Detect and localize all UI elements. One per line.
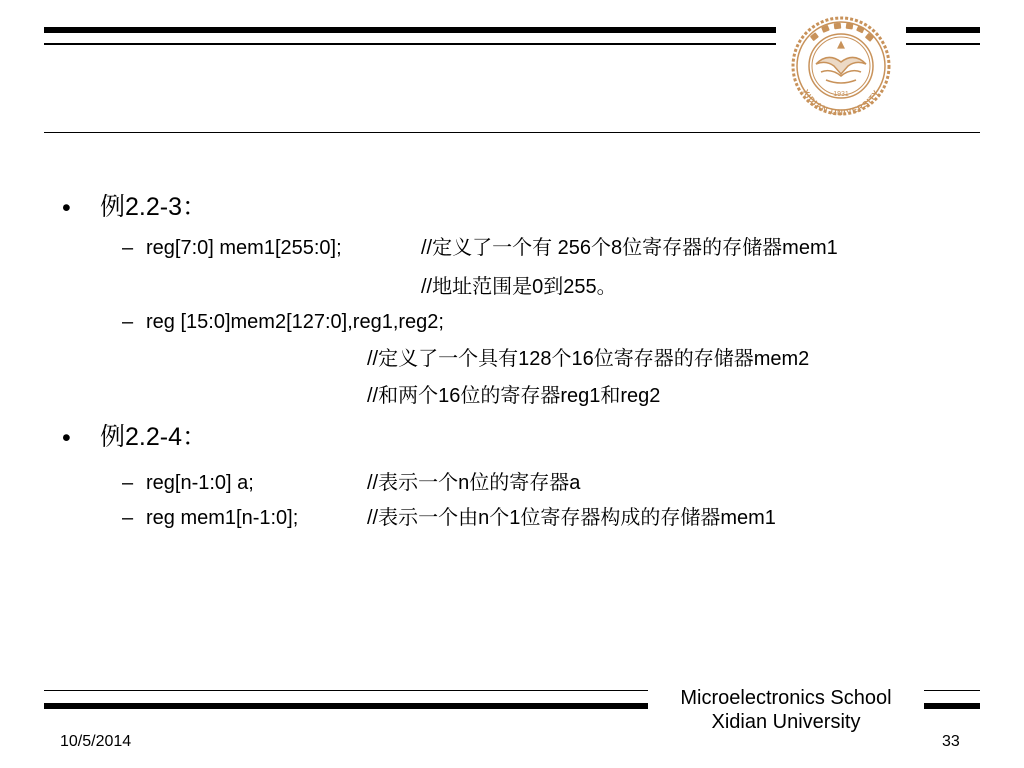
bullet: • xyxy=(62,424,71,452)
seal-year: 1931 xyxy=(833,91,849,98)
footer-school xyxy=(656,686,916,734)
dash: – xyxy=(122,472,134,494)
footer-school-line2: Xidian University xyxy=(711,711,861,733)
code-comment: //表示一个由n个1位寄存器构成的存储器mem1 xyxy=(367,507,776,529)
dash: – xyxy=(122,311,134,333)
bullet: • xyxy=(62,194,71,222)
code-comment: //地址范围是0到255。 xyxy=(421,276,617,298)
seal-name-en: XIDIAN UNIVERSITY xyxy=(800,87,882,118)
footer-rule-thin-right xyxy=(924,690,980,691)
page-number: 33 xyxy=(942,733,960,750)
footer-rule-thick-right xyxy=(924,703,980,709)
code-comment: //定义了一个具有128个16位寄存器的存储器mem2 xyxy=(367,348,810,370)
dash: – xyxy=(122,507,134,529)
footer-school-line1: Microelectronics School xyxy=(680,687,892,709)
code-comment: //和两个16位的寄存器reg1和reg2 xyxy=(367,385,661,407)
code-line: reg[7:0] mem1[255:0]; xyxy=(146,237,342,259)
code-comment: //定义了一个有 256个8位寄存器的存储器mem1 xyxy=(421,237,838,259)
footer-date: 10/5/2014 xyxy=(60,733,132,750)
footer-rule-thick-left xyxy=(44,703,648,709)
footer-rule-thin-left xyxy=(44,690,648,691)
code-line: reg [15:0]mem2[127:0],reg1,reg2; xyxy=(146,311,444,333)
code-line: reg mem1[n-1:0]; xyxy=(146,507,299,529)
dash: – xyxy=(122,237,134,259)
example-title: 例2.2-3： xyxy=(100,193,207,221)
code-comment: //表示一个n位的寄存器a xyxy=(367,472,581,494)
code-line: reg[n-1:0] a; xyxy=(146,472,254,494)
example-title: 例2.2-4： xyxy=(100,423,207,451)
